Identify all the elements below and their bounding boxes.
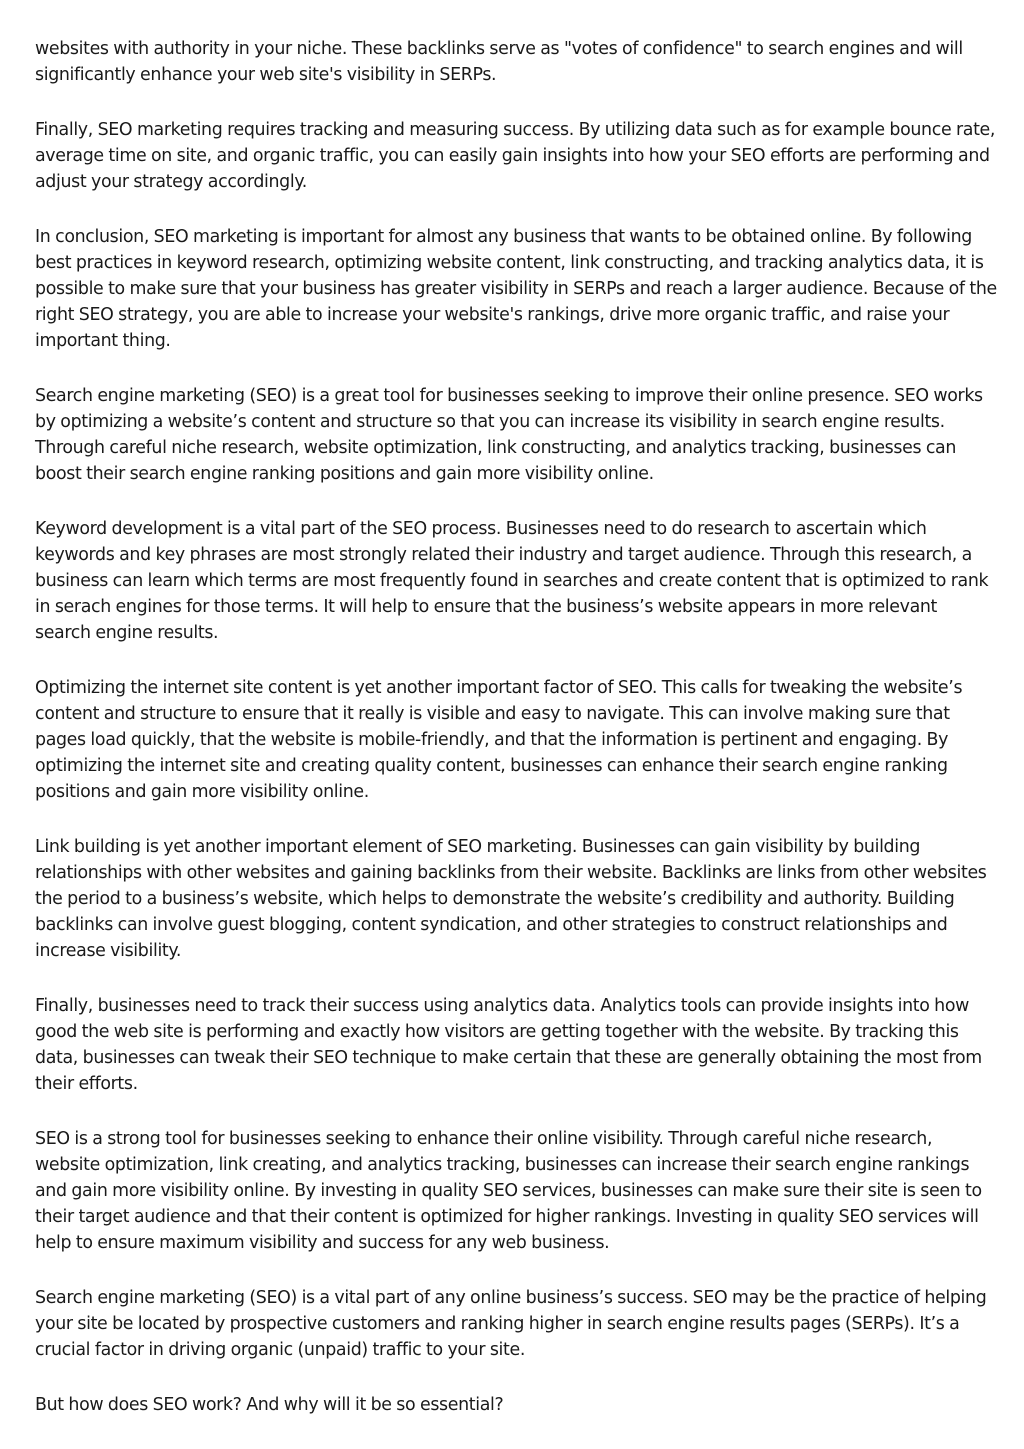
document-body xyxy=(35,36,997,1447)
paragraph-tracking-success: Finally, SEO marketing requires tracking and measuring success. By utilizing data such as for example bounce rate, average time on site, and organic traffic, you can easily gain insights into how your SEO efforts are performing and adjust your strategy accordingly. xyxy=(35,120,996,192)
paragraph-site-optimization: Optimizing the internet site content is yet another important factor of SEO. This calls for tweaking the website’s content and structure to ensure that it really is visible and easy to navigate. This can involve making sure that pages load quickly, that the website is mobile-friendly, and that the information is pertinent and engaging. By optimizing the internet site and creating quality content, businesses can enhance their search engine ranking positions and gain more visibility online. xyxy=(35,678,963,802)
paragraph-seo-strong-tool: SEO is a strong tool for businesses seeking to enhance their online visibility. Through careful niche research, website optimization, link creating, and analytics tracking, businesses can increase their search engine rankings and gain more visibility online. By investing in quality SEO services, businesses can make sure their site is seen to their target audience and that their content is optimized for higher rankings. Investing in quality SEO services will help to ensure maximum visibility and success for any web business. xyxy=(35,1129,982,1253)
paragraph-seo-vital-part: Search engine marketing (SEO) is a vital part of any online business’s success. SEO may be the practice of helping your site be located by prospective customers and ranking higher in search engine results pages (SERPs). It’s a crucial factor in driving organic (unpaid) traffic to your site. xyxy=(35,1288,987,1360)
paragraph-backlinks-continued: websites with authority in your niche. These backlinks serve as "votes of confidence" to search engines and will significantly enhance your web site's visibility in SERPs. xyxy=(35,39,963,85)
paragraph-conclusion: In conclusion, SEO marketing is important for almost any business that wants to be obtained online. By following best practices in keyword research, optimizing website content, link constructing, and tracking analytics data, it is possible to make sure that your business has greater visibility in SERPs and reach a larger audience. Because of the right SEO strategy, you are able to increase your website's rankings, drive more organic traffic, and raise your important thing. xyxy=(35,227,997,351)
paragraph-analytics-tracking: Finally, businesses need to track their success using analytics data. Analytics tools can provide insights into how good the web site is performing and exactly how visitors are getting together with the website. By tracking this data, businesses can tweak their SEO technique to make certain that these are generally obtaining the most from their efforts. xyxy=(35,996,982,1094)
paragraph-seo-intro: Search engine marketing (SEO) is a great tool for businesses seeking to improve their online presence. SEO works by optimizing a website’s content and structure so that you can increase its visibility in search engine results. Through careful niche research, website optimization, link constructing, and analytics tracking, businesses can boost their search engine ranking positions and gain more visibility online. xyxy=(35,386,983,484)
paragraph-link-building: Link building is yet another important element of SEO marketing. Businesses can gain visibility by building relationships with other websites and gaining backlinks from their website. Backlinks are links from other websites the period to a business’s website, which helps to demonstrate the website’s credibility and authority. Building backlinks can involve guest blogging, content syndication, and other strategies to construct relationships and increase visibility. xyxy=(35,837,987,961)
paragraph-how-seo-works: But how does SEO work? And why will it be so essential? xyxy=(35,1395,504,1415)
paragraph-keyword-development: Keyword development is a vital part of the SEO process. Businesses need to do research to ascertain which keywords and key phrases are most strongly related their industry and target audience. Through this research, a business can learn which terms are most frequently found in searches and create content that is optimized to rank in serach engines for those terms. It will help to ensure that the business’s website appears in more relevant search engine results. xyxy=(35,519,989,643)
